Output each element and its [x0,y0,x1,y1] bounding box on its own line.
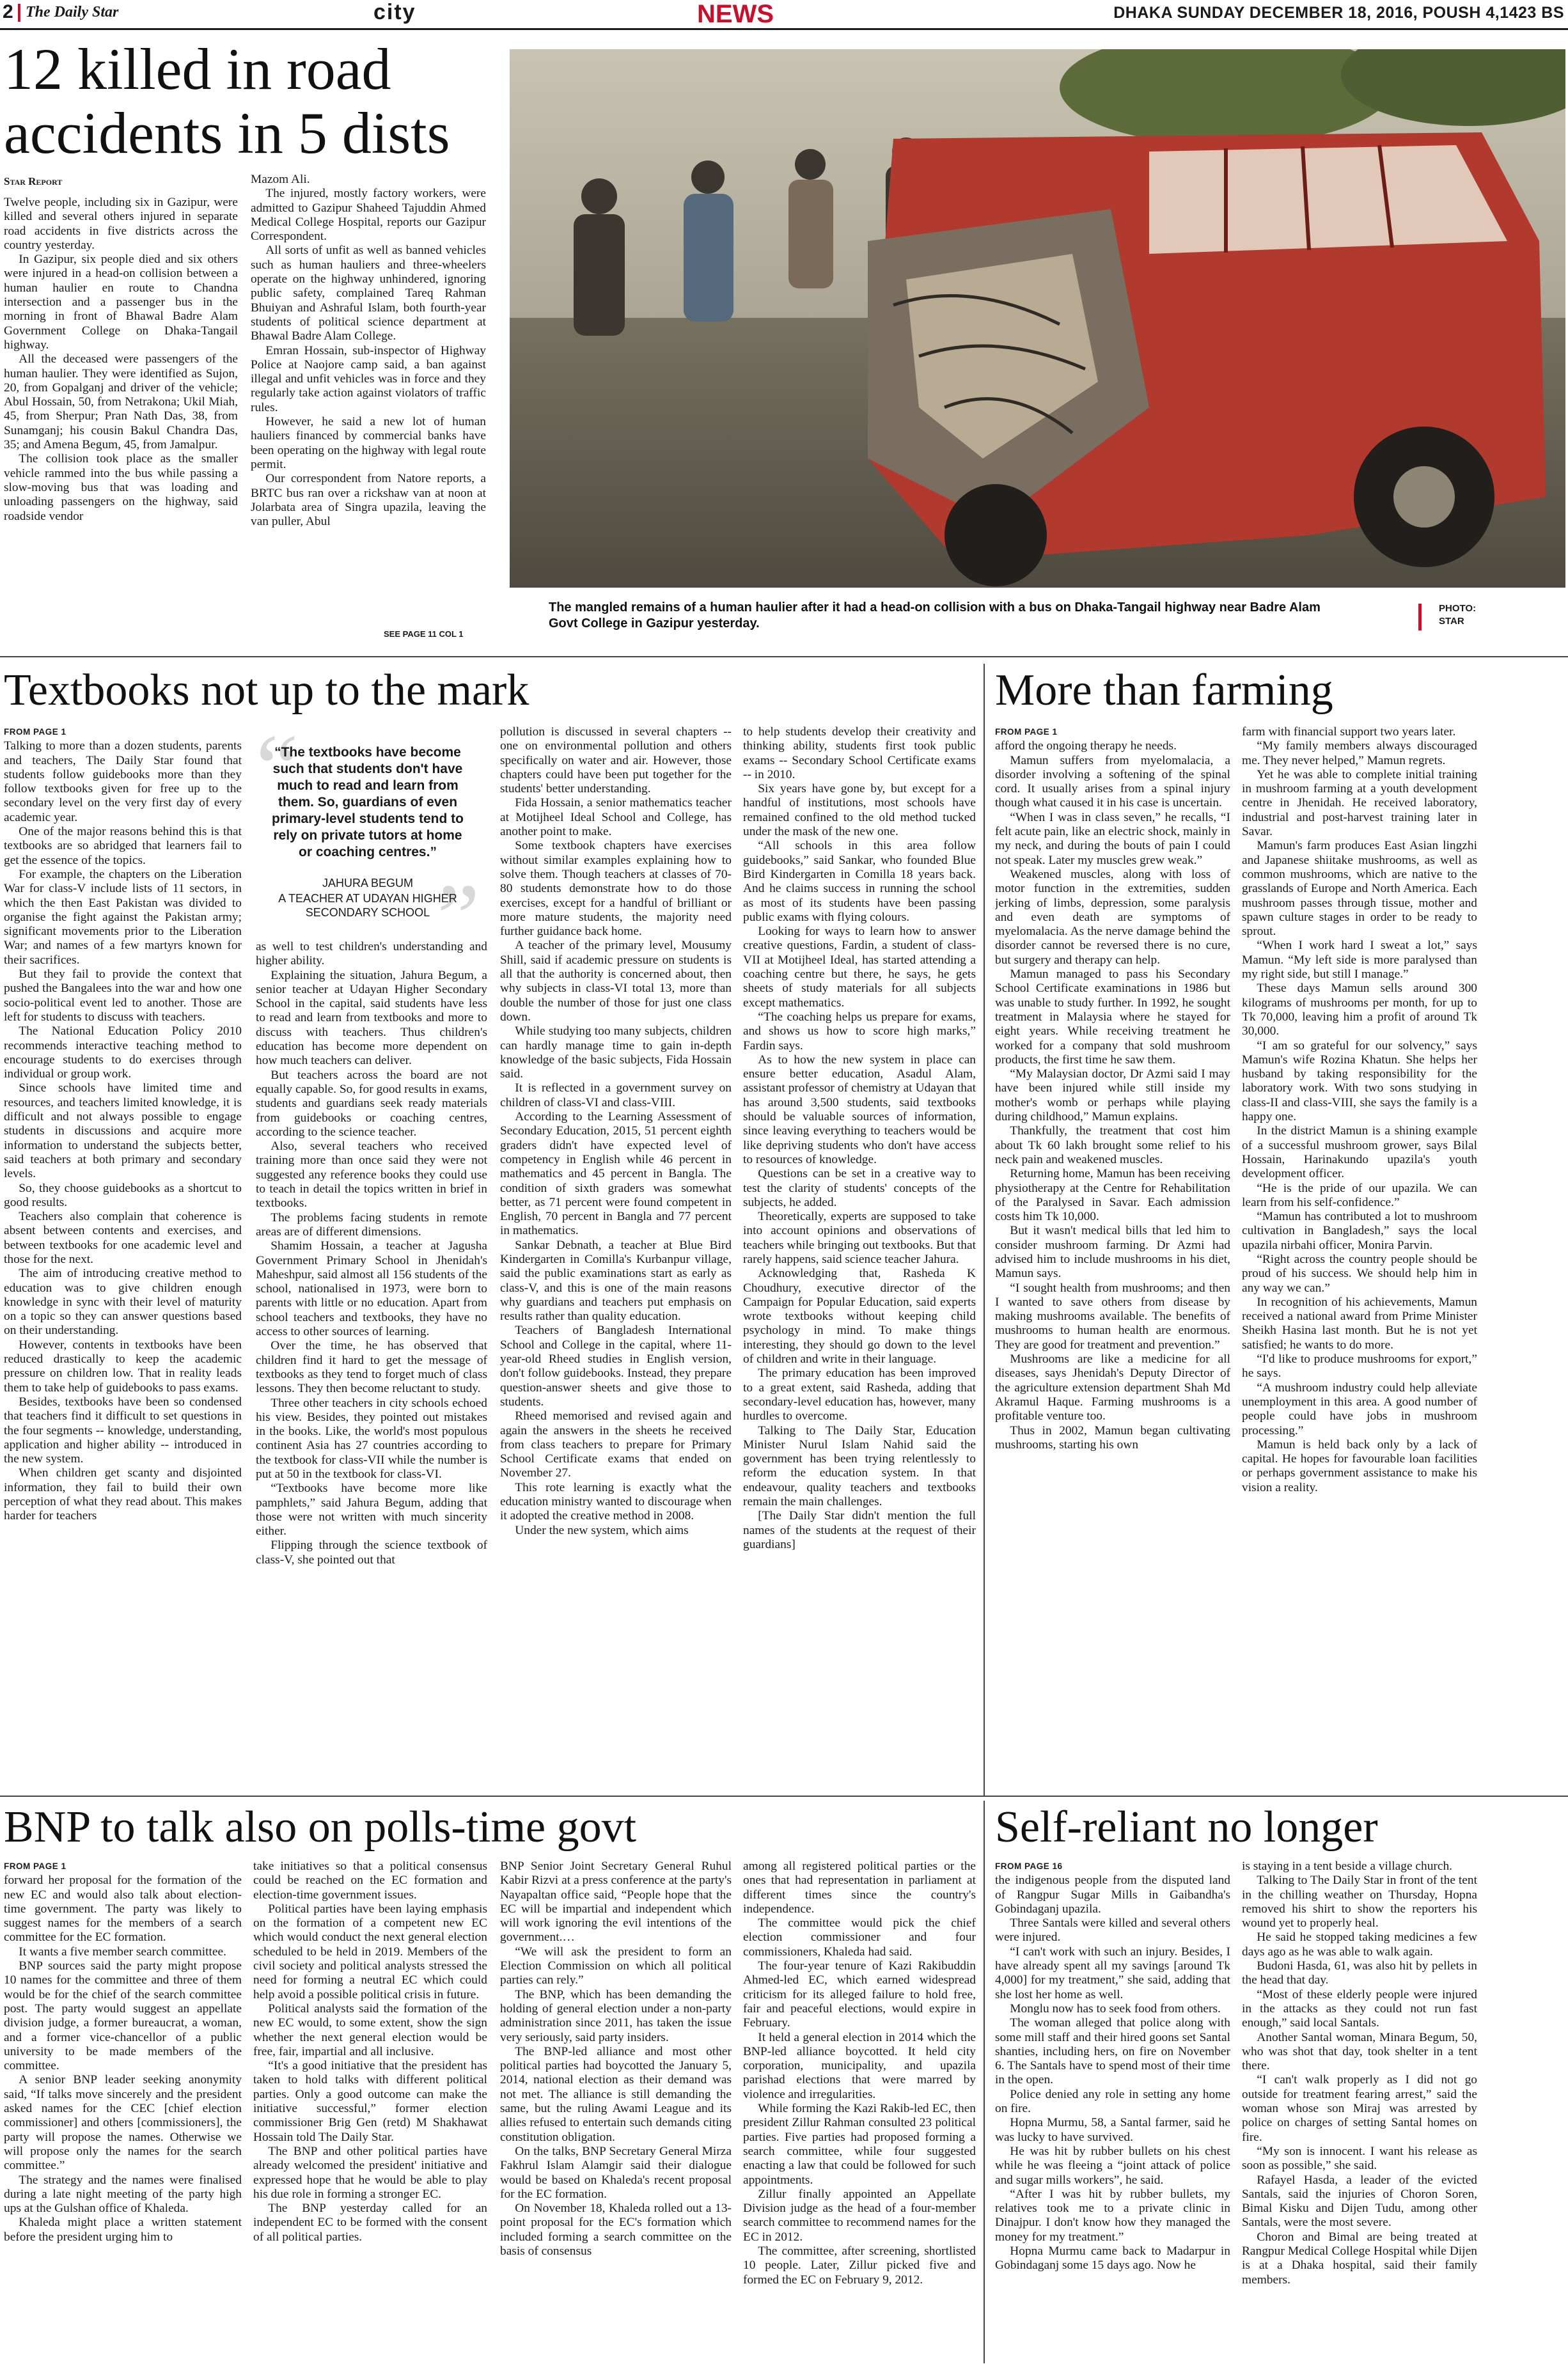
paragraph: forward her proposal for the formation of the new EC and would also talk about election-time government. The party was likely to suggest names for the members of a search committee for the EC formation. [4,1874,242,1945]
paragraph: Zillur finally appointed an Appellate Division judge as the head of a four-member search committee to recommend names for the EC in 2012. [743,2187,976,2244]
paragraph: In the district Mamun is a shining example of a successful mushroom grower, says Bilal Hossain, Harinakundo upazila's youth development officer. [1242,1124,1477,1181]
paragraph: Thankfully, the treatment that cost him about Tk 60 lakh brought some relief to his neck pain and weakened muscles. [995,1124,1230,1166]
paragraph: Theoretically, experts are supposed to take into account opinions and observations of teachers while bringing out textbooks. But that rarely happens, said science teacher Jahura. [743,1210,976,1266]
paragraph: A teacher of the primary level, Mousumy Shill, said if academic pressure on students is all that the authority is concerned about, then why subjects in class-VI total 13, more than double the number of those for just one class down. [500,939,732,1024]
paragraph: Khaleda might place a written statement before the president urging him to [4,2216,242,2244]
story1-column-1 [4,196,238,643]
paragraph: “When I work hard I sweat a lot,” says Mamun. “My left side is more paralysed than my right side, but still I manage.” [1242,939,1477,982]
paragraph: Teachers of Bangladesh International School and College in the capital, where 11-year-old Rheed studies in English version, don't follow guidebooks. Instead, they prepare question-answer sheets and give those to students. [500,1324,732,1409]
paragraph: “My Malaysian doctor, Dr Azmi said I may have been injured while still inside my mother's womb or perhaps while playing during childhood,” Mamun explains. [995,1067,1230,1124]
paragraph: farm with financial support two years later. [1242,725,1456,739]
paragraph: “Most of these elderly people were injured in the attacks as they could not run fast enough,” said local Santals. [1242,1987,1477,2030]
paragraph: But they fail to provide the context that pushed the Bangalees into the war and how one socio-political event led to another. Those are left for students to discuss with teachers. [4,967,242,1024]
story3-column-1 [995,725,1230,1779]
masthead-rule [0,28,1568,30]
paragraph: The four-year tenure of Kazi Rakibuddin Ahmed-led EC, which earned widespread criticism for its alleged failure to hold free, fair and peaceful elections, would expire in February. [743,1959,976,2030]
paragraph: Another Santal woman, Minara Begum, 50, who was shot that day, took shelter in a tent there. [1242,2030,1477,2073]
paragraph: Three other teachers in city schools echoed his view. Besides, they pointed out mistakes in the books. Like, the world's most populous continent Asia has 27 countries according to the textbook for class-VII while the number is put at 50 in the textbook for class-VI. [256,1396,487,1481]
paragraph: Choron and Bimal are being treated at Rangpur Medical College Hospital while Dijen is at a Dhaka hospital, said their family members. [1242,2230,1477,2287]
paragraph: Mamun's farm produces East Asian lingzhi and Japanese shiitake mushrooms, as well as common mushrooms, which are native to the grasslands of Europe and North America. Each mushroom passes through tissue, mother and spawn culture stages in order to be ready to sprout. [1242,839,1477,939]
masthead [0,0,1568,31]
paragraph: “I'd like to produce mushrooms for export,” he says. [1242,1352,1477,1381]
paragraph: All sorts of unfit as well as banned vehicles such as human hauliers and three-wheelers operate on the highway unhindered, ignoring public safety, complained Tareq Rahman Bhuiyan and Ashraful Islam, both fourth-year students of political science department at Bhawal Badre Alam College. [251,244,486,343]
paragraph: Weakened muscles, along with loss of motor function in the extremities, sudden jerking of limbs, depression, some paralysis and even death are symptoms of myelomalacia. As the nerve damage behind the disorder cannot be reversed there is no cure, but surgery and therapy can help. [995,867,1230,967]
story1-byline: Star Report [4,175,63,187]
story4-column-3 [500,1859,732,2362]
paragraph: “My family members always discouraged me. They never helped,” Mamun regrets. [1242,739,1477,767]
paragraph: “Mamun has contributed a lot to mushroom cultivation in Bangladesh,” says the local upazila nirbahi officer, Monira Parvin. [1242,1210,1477,1252]
pull-quote-name: JAHURA BEGUM [322,877,414,889]
paragraph: Some textbook chapters have exercises without similar examples explaining how to solve them. Though teachers at classes of 70-80 students demonstrate how to do those exercises, except for a handful of brilliant or more mature students, the majority need further guidance back home. [500,839,732,939]
paragraph: But it wasn't medical bills that led him to consider mushroom farming. Dr Azmi had advised him to include mushrooms in his diet, Mamun says. [995,1224,1230,1281]
story4-column-1 [4,1859,242,2362]
paragraph: Talking to The Daily Star, Education Minister Nurul Islam Nahid said the government has been trying relentlessly to reform the education system. In that endeavour, quality teachers and textbooks remain the main challenges. [743,1423,976,1509]
paragraph: “Right across the country people should be proud of his success. We should help him in any way we can.” [1242,1252,1477,1295]
paragraph: The National Education Policy 2010 recommends interactive teaching method to encourage students to do exercises through individual or group work. [4,1024,242,1081]
from-page-label: FROM PAGE 1 [4,727,67,737]
paper-name: The Daily Star [26,4,119,20]
paragraph: “The coaching helps us prepare for exams, and shows us how to score high marks,” Fardin says. [743,1010,976,1053]
section-rule [0,1796,1568,1797]
paragraph: “After I was hit by rubber bullets, my relatives took me to a private clinic in Dinajpur. I don't know how they managed the money for my treatment.” [995,2187,1230,2244]
masthead-divider [18,4,20,22]
paragraph: Monglu now has to seek food from others. [1010,2001,1221,2016]
paragraph: Political analysts said the formation of the new EC would, to some extent, show the sign whether the next general election would be free, fair, impartial and all inclusive. [253,2001,487,2058]
paragraph: Our correspondent from Natore reports, a BRTC bus ran over a rickshaw van at noon at Jolarbata area of Singra upazila, leaving the van puller, Abul [251,472,486,529]
paragraph: Budoni Hasda, 61, was also hit by pellets in the head that day. [1242,1959,1477,1987]
paragraph: Since schools have limited time and resources, and teachers limited knowledge, it is difficult and not always possible to engage students in discussions and acquire more information to understand the subjects better, said teachers at both primary and secondary levels. [4,1081,242,1181]
paragraph: On the talks, BNP Secretary General Mirza Fakhrul Islam Alamgir said their dialogue would be based on Khaleda's recent proposal for the EC formation. [500,2144,732,2201]
story5-column-2 [1242,1859,1477,2362]
paragraph: These days Mamun sells around 300 kilograms of mushrooms per month, for up to Tk 70,000, leaving him a profit of around Tk 30,000. [1242,982,1477,1038]
column-divider [984,664,985,1796]
paragraph: Mushrooms are like a medicine for all diseases, says Jhenidah's Deputy Director of the agriculture extension department Shah Md Akramul Haque. Farming mushrooms is a profitable venture too. [995,1352,1230,1423]
paragraph: “We will ask the president to form an Election Commission on which all political parties can rely.” [500,1945,732,1987]
paragraph: pollution is discussed in several chapters -- one on environmental pollution and others specifically on water and air. However, those chapters could have been put together for the students' better understanding. [500,725,732,796]
paragraph: “Textbooks have become more like pamphlets,” said Jahura Begum, adding that those were not written with much sincerity either. [256,1482,487,1538]
dateline: DHAKA SUNDAY DECEMBER 18, 2016, POUSH 4,1423 BS [1113,4,1564,22]
paragraph: While forming the Kazi Rakib-led EC, then president Zillur Rahman consulted 23 political parties. Five parties had proposed forming a search committee, while four suggested enacting a law that could be followed for such appointments. [743,2102,976,2187]
paragraph: is staying in a tent beside a village church. [1242,1859,1453,1873]
paragraph: “I can't walk properly as I did not go outside for treatment fearing arrest,” said the woman whose son Miraj was arrested by police on charges of setting Santal homes on fire. [1242,2073,1477,2144]
paragraph: afford the ongoing therapy he needs. [995,739,1177,753]
paragraph: The problems facing students in remote areas are of different dimensions. [256,1210,487,1239]
paragraph: Six years have gone by, but except for a handful of institutions, most schools have remained confined to the old method tucked under the mask of the new one. [743,782,976,839]
paragraph: It held a general election in 2014 which the BNP-led alliance boycotted. It held city corporation, municipality, and upazila parishad elections that were marred by violence and irregularities. [743,2030,976,2101]
paragraph: The woman alleged that police along with some mill staff and their hired goons set Santal shanties, including hers, on fire on November 6. The Santals have to spend most of their time in the open. [995,2016,1230,2087]
paragraph: It is reflected in a government survey on children of class-VI and class-VIII. [500,1081,732,1109]
paragraph: As to how the new system in place can ensure better education, Asadul Alam, assistant professor of chemistry at Udayan that has around 3,500 students, said textbooks should be valuable sources of information, since leaving everything to teachers would be like depriving students who don't have access to resources of knowledge. [743,1053,976,1166]
paragraph: Hopna Murmu, 58, a Santal farmer, said he was lucky to have survived. [995,2116,1230,2144]
paragraph: “I am so grateful for our solvency,” says Mamun's wife Rozina Khatun. She helps her husband by taking responsibility for the laboratory work. With two sons studying in class-II and class-VIII, she says the family is a happy one. [1242,1038,1477,1124]
paragraph: Rafayel Hasda, a leader of the evicted Santals, said the injuries of Choron Soren, Bimal Kisku and Dijen Tudu, among other Santals, were the most severe. [1242,2173,1477,2230]
paragraph: The BNP, which has been demanding the holding of general election under a non-party administration since 2011, has taken the issue very seriously, said party insiders. [500,1987,732,2044]
story5-headline: Self-reliant no longer [995,1803,1378,1852]
paragraph: Besides, textbooks have been so condensed that teachers find it difficult to set questions in the four segments -- knowledge, understanding, application and higher ability -- introduced in the new system. [4,1395,242,1466]
paragraph: Mamun is held back only by a lack of capital. He hopes for favourable loan facilities or perhaps government assistance to make his vision a reality. [1242,1437,1477,1494]
pull-quote-text: “The textbooks have become such that students don't have much to read and learn from them. So, guardians of even primary-level students tend to rely on private tutors at home or coaching centres.” [272,745,464,859]
paragraph: the indigenous people from the disputed land of Rangpur Sugar Mills in Gaibandha's Gobindaganj upazila. [995,1874,1230,1916]
paragraph: take initiatives so that a political consensus could be reached on the EC formation and election-time government issues. [253,1859,487,1902]
paragraph: So, they choose guidebooks as a shortcut to good results. [4,1181,242,1209]
story5-column-1 [995,1859,1230,2362]
page-number: 2 [3,1,13,22]
paragraph: “I sought health from mushrooms; and then I wanted to save others from disease by making mushrooms available. The benefits of mushrooms to human health are enormous. They are good for treatment and prevention.” [995,1281,1230,1352]
paragraph: Acknowledging that, Rasheda K Choudhury, executive director of the Campaign for Popular Education, said experts wrote textbooks without keeping child psychology in mind. To make things interesting, they should go down to the level of children and write in their language. [743,1267,976,1366]
paragraph: Talking to more than a dozen students, parents and teachers, The Daily Star found that students follow guidebooks more than they follow textbooks given for free up to the secondary level on the very first day of every academic year. [4,739,242,824]
paragraph: Emran Hossain, sub-inspector of Highway Police at Naojore camp said, a ban against illegal and unfit vehicles was in force and they regularly take action against violators of traffic rules. [251,343,486,414]
paragraph: A senior BNP leader seeking anonymity said, “If talks move sincerely and the president asked names for the CEC [chief election commissioner] and others [commissioners], the party will propose the names. Otherwise we will propose only the names for the search committee.” [4,2073,242,2173]
paragraph: Mamun suffers from myelomalacia, a disorder involving a softening of the spinal cord. It usually arises from a spinal injury though what caused it in his case is uncertain. [995,753,1230,810]
paragraph: Yet he was able to complete initial training in mushroom farming at a youth development centre in Jhenidah. He received laboratory, industrial and post-harvest training later in Savar. [1242,767,1477,839]
story2-column-4 [743,725,976,1779]
paragraph: He was hit by rubber bullets on his chest while he was fleeing a “joint attack of police and sugar mills workers”, he said. [995,2144,1230,2187]
paragraph: Looking for ways to learn how to answer creative questions, Fardin, a student of class-VII at Motijheel Ideal, has started attending a coaching centre but there, he says, he gets sheets of study materials for all subjects except mathematics. [743,925,976,1010]
paragraph: Returning home, Mamun has been receiving physiotherapy at the Centre for Rehabilitation of the Paralysed in Savar. Each admission costs him Tk 10,000. [995,1167,1230,1224]
paragraph: While studying too many subjects, children can hardly manage time to gain in-depth knowledge of the basic subjects, Fida Hossain said. [500,1024,732,1081]
paragraph: to help students develop their creativity and thinking ability, students first took public exams -- Secondary School Certificate exams -- in 2010. [743,725,976,781]
paragraph: “He is the pride of our upazila. We can learn from his self-confidence.” [1242,1181,1477,1209]
paragraph: However, contents in textbooks have been reduced drastically to keep the academic pressure on children low. That in reality leads them to take help of guidebooks to pass exams. [4,1338,242,1395]
paragraph: Questions can be set in a creative way to test the clarity of students' concepts of the subjects, he added. [743,1167,976,1209]
paragraph: For example, the chapters on the Liberation War for class-V include lists of 11 sectors, in which the then East Pakistan was divided to organise the fight against the Pakistan army; significant movements prior to the Liberation War; and names of a few martyrs known for their sacrifices. [4,867,242,967]
paragraph: The injured, mostly factory workers, were admitted to Gazipur Shaheed Tajuddin Ahmed Medical College Hospital, reports our Gazipur Correspondent. [251,187,486,244]
paragraph: Mazom Ali. [251,173,310,186]
paragraph: He said he stopped taking medicines a few days ago as he was able to walk again. [1242,1930,1477,1959]
paragraph: [The Daily Star didn't mention the full names of the students at the request of their guardians] [743,1509,976,1551]
story4-column-2 [253,1859,487,2362]
paragraph: Explaining the situation, Jahura Begum, a senior teacher at Udayan Higher Secondary School in the capital, said students have less to read and learn from textbooks and more to discuss with teachers. Thus children's education has become more dependent on how much teachers can deliver. [256,968,487,1068]
paragraph: However, he said a new lot of human hauliers financed by commercial banks have been operating on the highway with legal route permit. [251,415,486,471]
paragraph: The BNP and other political parties have already welcomed the president' initiative and expressed hope that he would be able to play his due role in forming a stronger EC. [253,2144,487,2201]
story3-column-2 [1242,725,1477,1779]
accident-photo [510,49,1565,588]
story2-column-1 [4,725,242,1779]
paragraph: When children get scanty and disjointed information, they fail to build their own perception of what they read about. This makes harder for teachers [4,1466,242,1523]
paragraph: This rote learning is exactly what the education ministry wanted to discourage when it adopted the creative method in 2008. [500,1480,732,1523]
paragraph: as well to test children's understanding and higher ability. [256,940,487,968]
paragraph: The BNP yesterday called for an independent EC to be formed with the consent of all political parties. [253,2202,487,2244]
paragraph: One of the major reasons behind this is that textbooks are so abridged that learners fail to get the essence of the topics. [4,825,242,867]
paragraph: The collision took place as the smaller vehicle rammed into the bus while passing a slow-moving bus that was loading and unloading passengers on the highway, said roadside vendor [4,452,238,523]
paragraph: Over the time, he has observed that children find it hard to get the message of textbooks as they tend to forget much of class lessons. They then become reluctant to study. [256,1339,487,1396]
paragraph: Teachers also complain that coherence is absent between contents and exercises, and between textbooks for one academic level and those for the next. [4,1210,242,1266]
paragraph: The committee would pick the chief election commissioner and four commissioners, Khaleda had said. [743,1916,976,1959]
paragraph: In Gazipur, six people died and six others were injured in a head-on collision between a human haulier en route to Chandna intersection and a passenger bus in the morning in front of Bhawal Badre Alam Government College on Dhaka-Tangail highway. [4,253,238,352]
paragraph: The aim of introducing creative method to education was to give children enough knowledge in sync with their level of maturity on a topic so they can answer questions based on their understanding. [4,1267,242,1338]
story2-column-2 [256,940,487,1779]
paragraph: But teachers across the board are not equally capable. So, for good results in exams, students and guardians seek ready materials from guidebooks or coaching centres, according to the science teacher. [256,1068,487,1139]
paragraph: The strategy and the names were finalised during a late night meeting of the party high ups at the Gulshan office of Khaleda. [4,2173,242,2216]
paragraph: Shamim Hossain, a teacher at Jagusha Government Primary School in Jhenidah's Maheshpur, said almost all 156 students of the school, nationalised in 1973, were born to parents with little or no education. Apart from school teachers and textbooks, they have no access to other sources of learning. [256,1239,487,1339]
paragraph: “When I was in class seven,” he recalls, “I felt acute pain, like an electric shock, mainly in my neck, and during the bouts of pain I could not speak. Later my muscles grew weak.” [995,810,1230,867]
paragraph: Also, several teachers who received training more than once said they were not suggested any reference books they could use to teach in detail the topics written in brief in textbooks. [256,1139,487,1210]
paragraph: BNP Senior Joint Secretary General Ruhul Kabir Rizvi at a press conference at the party's Nayapaltan office said, “People hope that the EC will be impartial and independent which will work ignoring the evil intentions of the government.… [500,1859,732,1945]
story2-headline: Textbooks not up to the mark [4,666,529,715]
paragraph: “It's a good initiative that the president has taken to hold talks with different political parties. Only a good outcome can make the initiative successful,” former election commissioner Brig Gen (retd) M Shakhawat Hossain told The Daily Star. [253,2059,487,2144]
photo-caption: The mangled remains of a human haulier after it had a head-on collision with a bus on Dhaka-Tangail highway near Badre Alam Govt College in Gazipur yesterday. [549,600,1321,630]
photo-credit-bar [1418,604,1422,630]
paragraph: Talking to The Daily Star in front of the tent in the chilling weather on Thursday, Hopna removed his shirt to show the reporters his wound yet to properly heal. [1242,1874,1477,1930]
from-page-label: FROM PAGE 16 [995,1861,1063,1871]
paragraph: “I can't work with such an injury. Besides, I have already spent all my savings [around Tk 4,000] for my treatment,” she said, adding that she lost her home as well. [995,1945,1230,2001]
paragraph: On November 18, Khaleda rolled out a 13-point proposal for the EC's formation which included forming a search committee on the basis of consensus [500,2202,732,2258]
story4-column-4 [743,1859,976,2362]
photo-credit: PHOTO: STAR [1439,603,1477,627]
paragraph: Twelve people, including six in Gazipur, were killed and several others injured in separate road accidents in five districts across the country yesterday. [4,196,238,252]
section-label: NEWS [697,0,774,28]
paragraph: The BNP-led alliance and most other political parties had boycotted the January 5, 2014, national election as their demand was not met. The alliance is still demanding the same, but the ruling Awami League and its allies refused to entertain such demands citing constitution obligation. [500,2044,732,2144]
paragraph: Three Santals were killed and several others were injured. [995,1916,1230,1945]
story4-headline: BNP to talk also on polls-time govt [4,1803,637,1852]
story2-column-3 [500,725,732,1779]
pull-quote-mark: “ [256,715,299,821]
paragraph: Sankar Debnath, a teacher at Blue Bird Kindergarten in Comilla's Kurbanpur village, said the public examinations start as early as class-V, and this is one of the main reasons why guardians and teachers put emphasis on results rather than quality education. [500,1238,732,1324]
from-page-label: FROM PAGE 1 [4,1861,67,1871]
paragraph: BNP sources said the party might propose 10 names for the committee and three of them would be for the chief of the search committee post. The party would suggest an appellate division judge, a former bureaucrat, a woman, and a former vice-chancellor of a public university to be made members of the committee. [4,1959,242,2073]
paragraph: It wants a five member search committee. [19,1945,226,1959]
pull-quote-role: A TEACHER AT UDAYAN HIGHER SECONDARY SCHOOL [278,892,457,919]
paragraph: In recognition of his achievements, Mamun received a national award from Prime Minister Sheikh Hasina last month. But he is not yet satisfied; he wants to do more. [1242,1295,1477,1352]
section-rule [0,656,1568,657]
paragraph: Police denied any role in setting any home on fire. [995,2087,1230,2116]
paragraph: Thus in 2002, Mamun began cultivating mushrooms, starting his own [995,1423,1230,1452]
story3-headline: More than farming [995,666,1333,715]
paragraph: Mamun managed to pass his Secondary School Certificate examinations in 1986 but was unable to study further. In 1992, he sought treatment in Malaysia where he stayed for eight years. While receiving treatment he worked for a company that sold mushroom products, the first time he saw them. [995,967,1230,1067]
paragraph: All the deceased were passengers of the human haulier. They were identified as Sujon, 20, from Gopalganj and driver of the vehicle; Abul Hossain, 50, from Netrakona; Ukil Miah, 45, from Sherpur; Pran Nath Das, 38, from Sunamganj; his cousin Bakul Chandra Das, 35; and Amena Begum, 45, from Jamalpur. [4,352,238,452]
paragraph: Political parties have been laying emphasis on the formation of a competent new EC which would conduct the next general election scheduled to be held in 2019. Members of the civil society and political analysts stressed the need for forming a neutral EC which could help avoid a possible political crisis in future. [253,1902,487,2001]
section-name: city [373,0,416,24]
paragraph: Under the new system, which aims [515,1523,689,1537]
paragraph: “My son is innocent. I want his release as soon as possible,” she said. [1242,2144,1477,2173]
paragraph: Rheed memorised and revised again and again the answers in the sheets he received from class teachers to prepare for Primary School Certificate exams that ended on November 27. [500,1409,732,1480]
paragraph: The committee, after screening, shortlisted 10 people. Later, Zillur picked five and formed the EC on February 9, 2012. [743,2244,976,2287]
paragraph: Hopna Murmu came back to Madarpur in Gobindaganj some 15 days ago. Now he [995,2244,1230,2273]
pull-quote-mark: ” [437,865,480,971]
accident-photo-illustration [510,49,1565,588]
paragraph: Fida Hossain, a senior mathematics teacher at Motijheel Ideal School and College, has another point to make. [500,796,732,839]
story1-headline: 12 killed in road accidents in 5 dists [4,36,450,166]
paragraph: “All schools in this area follow guidebooks,” said Sankar, who founded Blue Bird Kindergarten in Comilla 18 years back. And he claims success in running the school as most of its students have been passing public exams with flying colours. [743,839,976,924]
from-page-label: FROM PAGE 1 [995,727,1058,737]
story1-jump-line: SEE PAGE 11 COL 1 [384,629,464,639]
paragraph: According to the Learning Assessment of Secondary Education, 2015, 51 percent eighth graders didn't have expected level of competency in English while 46 percent in mathematics and 45 percent in Bangla. The condition of sixth graders was somewhat better, as 71 percent were found competent in English, 70 percent in Bangla and 77 percent in mathematics. [500,1110,732,1238]
paragraph: among all registered political parties or the ones that had representation in parliament at different times since the country's independence. [743,1859,976,1916]
paragraph: The primary education has been improved to a great extent, said Rasheda, adding that secondary-level education has, however, many hurdles to overcome. [743,1366,976,1423]
paragraph: “A mushroom industry could help alleviate unemployment in this area. A good number of people could have jobs in mushroom processing.” [1242,1381,1477,1437]
column-divider [984,1801,985,2363]
story1-column-2 [251,173,486,630]
paragraph: Flipping through the science textbook of class-V, she pointed out that [256,1538,487,1567]
